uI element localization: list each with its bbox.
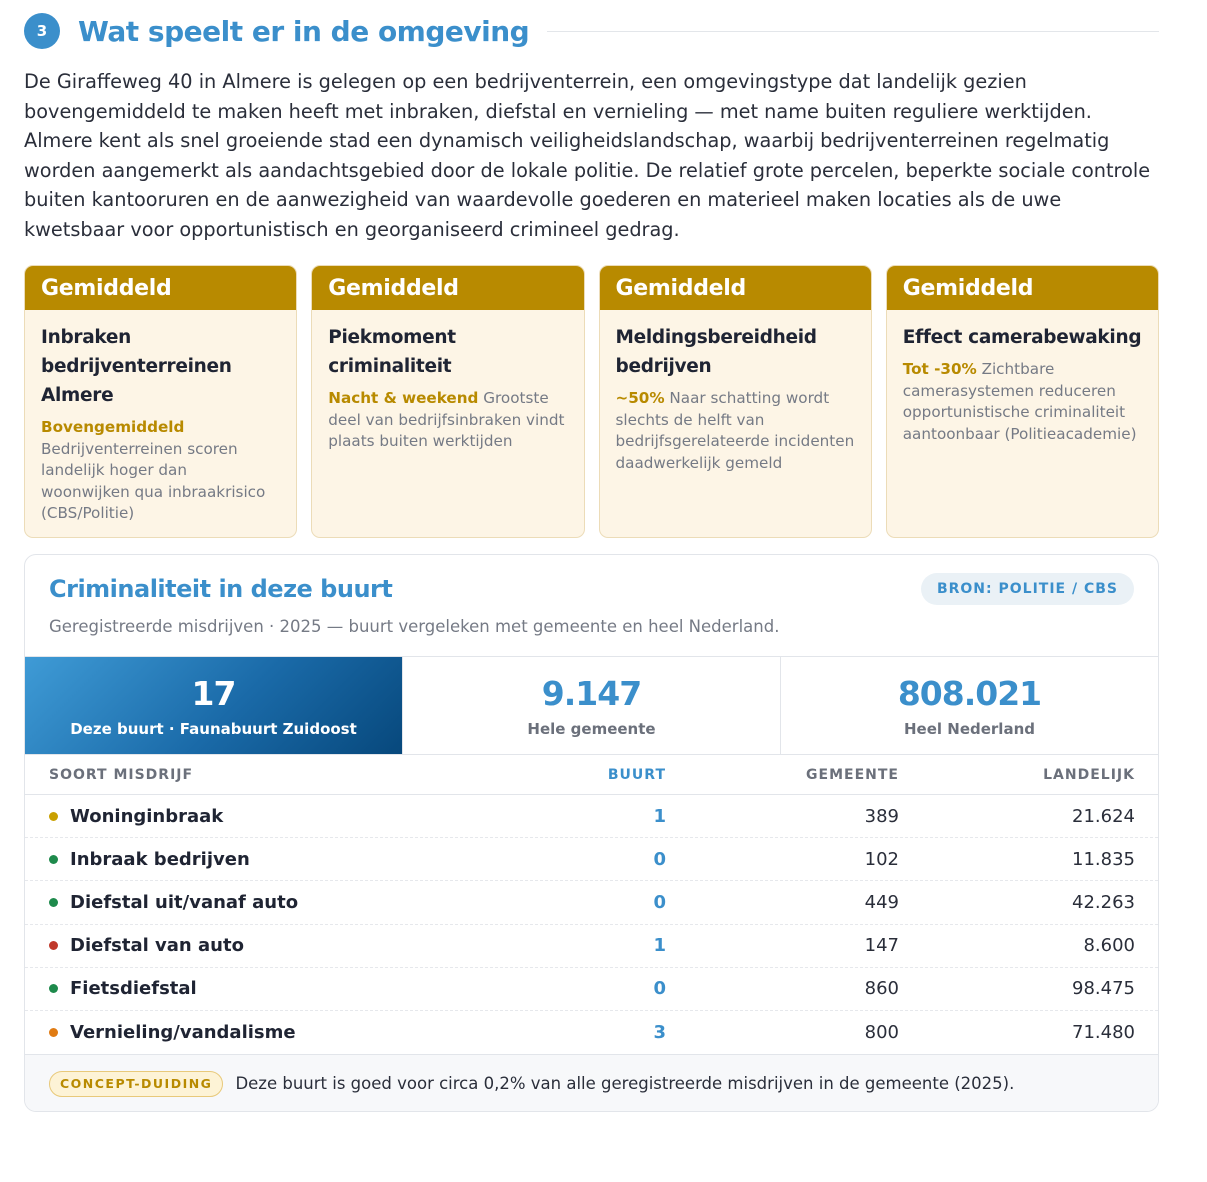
card-highlight: ~50%: [615, 389, 665, 407]
crime-type: Inbraak bedrijven: [70, 848, 250, 870]
concept-badge: CONCEPT-DUIDING: [49, 1071, 223, 1097]
card-description: [41, 417, 280, 525]
landelijk-count: 42.263: [1072, 891, 1135, 913]
card-highlight: Tot -30%: [902, 360, 977, 378]
card-description: [328, 388, 567, 453]
interpretation-footer: [25, 1054, 1158, 1112]
stat-netherlands: [780, 657, 1158, 754]
risk-card: [599, 265, 872, 538]
stat-value: 9.147: [541, 673, 642, 713]
card-text: Bedrijventerreinen scoren landelijk hoger dan woonwijken qua inbraakrisico (CBS/Politie): [41, 439, 266, 523]
table-row: [25, 795, 1158, 838]
gemeente-count: 860: [864, 978, 899, 1000]
status-dot-icon: [49, 898, 58, 907]
table-body: [25, 795, 1158, 1054]
column-header-type: SOORT MISDRIJF: [49, 766, 194, 783]
card-level: Gemiddeld: [312, 266, 583, 310]
card-highlight: Nacht & weekend: [328, 389, 479, 407]
card-text: Zichtbare camerasystemen reduceren opportunistische criminaliteit aantoonbaar (Politieacademie): [902, 360, 1137, 443]
crime-panel: [24, 554, 1159, 1112]
card-title: Meldingsbereidheid bedrijven: [615, 327, 817, 377]
card-description: [903, 359, 1142, 445]
gemeente-count: 800: [864, 1022, 899, 1044]
table-row: [25, 925, 1158, 968]
buurt-count: 0: [653, 848, 666, 870]
crime-table: [25, 755, 1158, 1054]
card-text: Grootste deel van bedrijfsinbraken vindt plaats buiten werktijden: [328, 389, 565, 451]
table-row: [25, 881, 1158, 924]
buurt-count: 3: [653, 1022, 666, 1044]
landelijk-count: 11.835: [1072, 848, 1135, 870]
stat-municipality: [402, 657, 780, 754]
status-dot-icon: [49, 984, 58, 993]
crime-type: Vernieling/vandalisme: [70, 1022, 296, 1044]
risk-card: [311, 265, 584, 538]
gemeente-count: 449: [864, 891, 899, 913]
landelijk-count: 71.480: [1072, 1022, 1135, 1044]
card-level: Gemiddeld: [887, 266, 1158, 310]
gemeente-count: 102: [864, 848, 899, 870]
crime-type: Fietsdiefstal: [70, 978, 197, 1000]
table-row: [25, 968, 1158, 1011]
stat-label: Deze buurt · Faunabuurt Zuidoost: [70, 719, 357, 738]
crime-panel-subtitle: Geregistreerde misdrijven · 2025 — buurt vergeleken met gemeente en heel Nederland.: [49, 617, 780, 636]
buurt-count: 0: [653, 978, 666, 1000]
card-highlight: Bovengemiddeld: [41, 418, 185, 436]
stat-neighbourhood: [25, 657, 402, 754]
landelijk-count: 8.600: [1083, 935, 1135, 957]
status-dot-icon: [49, 855, 58, 864]
crime-totals: [25, 656, 1158, 755]
table-row: [25, 1011, 1158, 1054]
stat-label: Hele gemeente: [527, 719, 656, 738]
interpretation-text: Deze buurt is goed voor circa 0,2% van alle geregistreerde misdrijven in de gemeente (2025).: [235, 1074, 1015, 1093]
risk-card: [886, 265, 1159, 538]
buurt-count: 1: [653, 935, 666, 957]
intro-paragraph: De Giraffeweg 40 in Almere is gelegen op een bedrijventerrein, een omgevingstype dat landelijk gezien bovengemiddeld te maken heeft met inbraken, diefstal en vernieling — met name buiten reguliere werktijden. Almere kent als snel groeiende stad een dynamisch veiligheidslandschap, waarbij bedrijventerreinen regelmatig worden aangemerkt als aandachtsgebied door de lokale politie. De relatief grote percelen, beperkte sociale controle buiten kantooruren en de aanwezigheid van waardevolle goederen en materieel maken locaties als de uwe kwetsbaar voor opportunistisch en georganiseerd crimineel gedrag.: [24, 70, 1151, 241]
landelijk-count: 21.624: [1072, 805, 1135, 827]
card-text: Naar schatting wordt slechts de helft van bedrijfsgerelateerde incidenten daadwerkelijk gemeld: [615, 389, 855, 472]
card-title: Inbraken bedrijventerreinen Almere: [41, 327, 232, 406]
column-header-gemeente: GEMEENTE: [806, 766, 899, 783]
source-badge: BRON: POLITIE / CBS: [921, 573, 1134, 605]
card-level: Gemiddeld: [600, 266, 871, 310]
status-dot-icon: [49, 1028, 58, 1037]
status-dot-icon: [49, 941, 58, 950]
column-header-landelijk: LANDELIJK: [1043, 766, 1135, 783]
card-title: Effect camerabewaking: [902, 327, 1142, 348]
gemeente-count: 389: [864, 805, 899, 827]
stat-value: 17: [191, 673, 236, 713]
crime-type: Diefstal van auto: [70, 935, 244, 957]
section-header: [24, 12, 1159, 50]
crime-panel-title: Criminaliteit in deze buurt: [49, 575, 393, 603]
gemeente-count: 147: [864, 935, 899, 957]
stat-value: 808.021: [897, 673, 1042, 713]
stat-label: Heel Nederland: [904, 719, 1035, 738]
column-header-buurt: BUURT: [607, 766, 666, 783]
buurt-count: 1: [653, 805, 666, 827]
card-level: Gemiddeld: [25, 266, 296, 310]
section-title: Wat speelt er in de omgeving: [78, 14, 530, 48]
header-divider: [547, 31, 1159, 32]
table-header: [25, 755, 1158, 795]
crime-type: Woninginbraak: [70, 805, 224, 827]
step-number-badge: 3: [24, 13, 60, 49]
status-dot-icon: [49, 812, 58, 821]
risk-card: [24, 265, 297, 538]
landelijk-count: 98.475: [1072, 978, 1135, 1000]
risk-cards: [24, 265, 1159, 538]
card-title: Piekmoment criminaliteit: [328, 327, 456, 377]
buurt-count: 0: [653, 891, 666, 913]
card-description: [616, 388, 855, 474]
table-row: [25, 838, 1158, 881]
crime-type: Diefstal uit/vanaf auto: [70, 891, 299, 913]
